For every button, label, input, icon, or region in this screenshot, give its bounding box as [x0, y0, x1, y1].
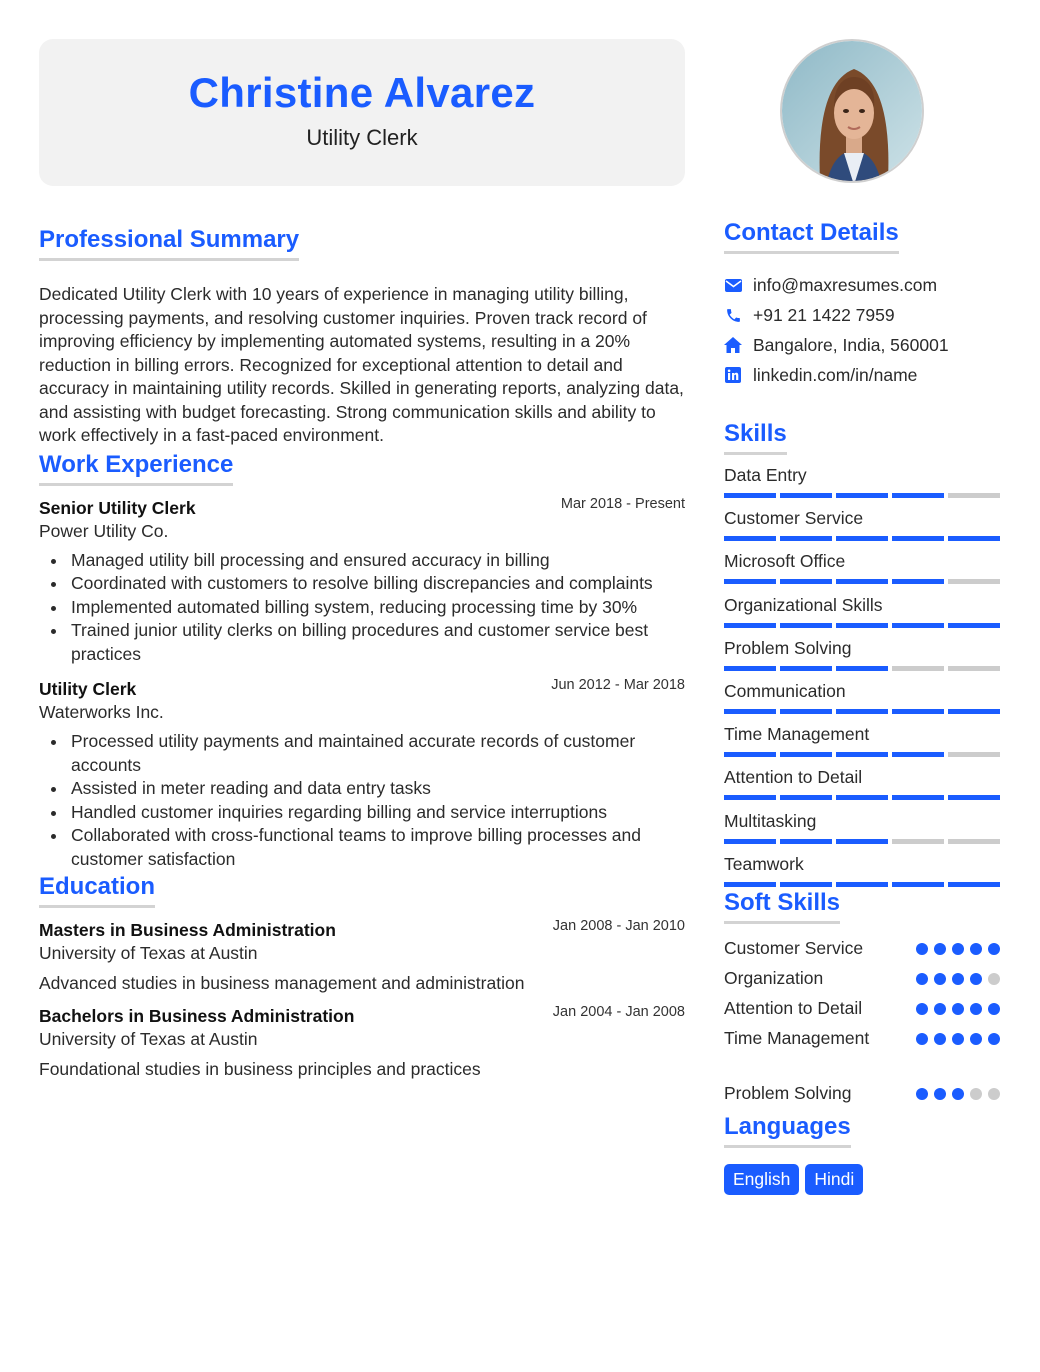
- skill-level-segment: [780, 882, 832, 887]
- skill-level-segment: [724, 839, 776, 844]
- experience-heading: Work Experience: [39, 451, 233, 486]
- rating-dot: [916, 1033, 928, 1045]
- rating-dot: [934, 1033, 946, 1045]
- skill-level-bar: [724, 795, 1000, 800]
- soft-skills-heading: Soft Skills: [724, 889, 840, 924]
- rating-dot: [934, 943, 946, 955]
- language-badge: English: [724, 1164, 799, 1195]
- skill-name: Multitasking: [724, 810, 817, 831]
- skill-level-segment: [836, 882, 888, 887]
- rating-dot: [934, 1088, 946, 1100]
- linkedin-icon: [724, 366, 742, 384]
- job-bullets: [39, 549, 685, 667]
- skill-level-bar: [724, 839, 1000, 844]
- rating-dot: [988, 973, 1000, 985]
- contact-phone-text: +91 21 1422 7959: [753, 304, 895, 325]
- education-description: Advanced studies in business management and administration: [39, 973, 525, 993]
- job-bullet: Implemented automated billing system, reducing processing time by 30%: [71, 596, 685, 620]
- rating-dot: [988, 943, 1000, 955]
- skill-level-segment: [724, 709, 776, 714]
- soft-skill-item: [724, 934, 1000, 964]
- rating-dot: [952, 1003, 964, 1015]
- rating-dot: [988, 1033, 1000, 1045]
- contact-email-text: info@maxresumes.com: [753, 274, 938, 295]
- skill-level-segment: [780, 752, 832, 757]
- summary-section: [39, 226, 685, 448]
- skill-level-segment: [948, 752, 1000, 757]
- skill-item: [724, 638, 1000, 681]
- resume-header: [39, 39, 685, 186]
- skills-list: [724, 465, 1000, 897]
- skill-item: [724, 681, 1000, 724]
- skill-level-segment: [724, 752, 776, 757]
- skill-level-bar: [724, 493, 1000, 498]
- skill-level-segment: [892, 493, 944, 498]
- skill-item: [724, 595, 1000, 638]
- skill-name: Attention to Detail: [724, 767, 863, 788]
- rating-dot: [952, 943, 964, 955]
- skill-level-segment: [780, 709, 832, 714]
- skill-name: Problem Solving: [724, 637, 852, 658]
- skill-level-segment: [948, 623, 1000, 628]
- skill-level-segment: [836, 666, 888, 671]
- skill-level-segment: [836, 752, 888, 757]
- skill-item: [724, 551, 1000, 594]
- skill-level-segment: [948, 839, 1000, 844]
- skill-level-bar: [724, 623, 1000, 628]
- skill-item: [724, 767, 1000, 810]
- skill-level-segment: [724, 536, 776, 541]
- job-bullet: Handled customer inquiries regarding billing and service interruptions: [71, 801, 685, 825]
- language-badge: Hindi: [805, 1164, 863, 1195]
- soft-skill-item: [724, 1079, 1000, 1109]
- skill-name: Time Management: [724, 724, 870, 745]
- soft-skill-name: Organization: [724, 968, 824, 989]
- soft-skill-rating: [916, 1003, 1000, 1015]
- job-bullet: Managed utility bill processing and ensured accuracy in billing: [71, 549, 685, 573]
- job-bullet: Coordinated with customers to resolve billing discrepancies and complaints: [71, 572, 685, 596]
- skill-level-segment: [724, 579, 776, 584]
- skill-level-segment: [892, 795, 944, 800]
- skill-level-segment: [836, 709, 888, 714]
- rating-dot: [952, 1033, 964, 1045]
- rating-dot: [916, 1088, 928, 1100]
- skill-level-segment: [780, 795, 832, 800]
- rating-dot: [916, 1003, 928, 1015]
- candidate-role: Utility Clerk: [306, 125, 418, 150]
- rating-dot: [970, 943, 982, 955]
- skill-level-segment: [948, 882, 1000, 887]
- skill-level-segment: [892, 752, 944, 757]
- soft-skill-name: Attention to Detail: [724, 998, 863, 1019]
- home-icon: [724, 336, 742, 354]
- job-title: Utility Clerk: [39, 679, 137, 699]
- contact-heading: Contact Details: [724, 219, 899, 254]
- skill-level-segment: [780, 579, 832, 584]
- contact-linkedin-text: linkedin.com/in/name: [753, 364, 918, 385]
- skill-level-segment: [892, 882, 944, 887]
- job-entry: [39, 679, 685, 871]
- skill-level-bar: [724, 752, 1000, 757]
- skill-level-segment: [780, 493, 832, 498]
- job-bullet: Trained junior utility clerks on billing procedures and customer service best practices: [71, 619, 685, 666]
- skill-level-segment: [948, 493, 1000, 498]
- soft-skill-item: [724, 964, 1000, 994]
- skill-level-bar: [724, 579, 1000, 584]
- sidebar-column: [724, 39, 1000, 1195]
- degree-title: Masters in Business Administration: [39, 920, 336, 940]
- skill-level-segment: [724, 493, 776, 498]
- experience-section: [39, 451, 685, 872]
- contact-email[interactable]: [724, 270, 1000, 300]
- skill-level-segment: [780, 536, 832, 541]
- education-entry: [39, 1006, 685, 1080]
- job-company: Waterworks Inc.: [39, 702, 164, 722]
- education-section: [39, 873, 685, 1080]
- summary-heading: Professional Summary: [39, 226, 299, 261]
- skill-level-segment: [724, 882, 776, 887]
- skill-name: Teamwork: [724, 853, 804, 874]
- school-name: University of Texas at Austin: [39, 943, 258, 963]
- skill-name: Microsoft Office: [724, 551, 846, 572]
- job-title: Senior Utility Clerk: [39, 497, 196, 518]
- degree-title: Bachelors in Business Administration: [39, 1006, 355, 1026]
- skill-level-segment: [892, 709, 944, 714]
- skill-level-segment: [724, 666, 776, 671]
- rating-dot: [952, 1088, 964, 1100]
- skill-level-segment: [780, 839, 832, 844]
- rating-dot: [970, 1033, 982, 1045]
- rating-dot: [916, 943, 928, 955]
- skill-level-segment: [836, 493, 888, 498]
- rating-dot: [988, 1088, 1000, 1100]
- rating-dot: [970, 1088, 982, 1100]
- education-date: Jan 2008 - Jan 2010: [552, 918, 685, 934]
- skill-level-segment: [836, 795, 888, 800]
- summary-text: Dedicated Utility Clerk with 10 years of experience in managing utility billing, processing payments, and resolving customer inquiries. Proven track record of improving efficiency by implementing automated systems, resulting in a 20% reduction in billing errors. Recognized for exceptional attention to detail and accuracy in maintaining utility records. Skilled in generating reports, analyzing data, and assisting with budget forecasting. Strong communication skills and ability to work effectively in a fast-paced environment.: [39, 284, 684, 445]
- contact-linkedin[interactable]: [724, 360, 1000, 390]
- soft-skill-name: Time Management: [724, 1028, 870, 1049]
- soft-skill-rating: [916, 973, 1000, 985]
- skill-level-segment: [948, 795, 1000, 800]
- skills-heading: Skills: [724, 420, 787, 455]
- profile-photo: [780, 39, 924, 183]
- education-description: Foundational studies in business principles and practices: [39, 1059, 481, 1079]
- job-bullet: Collaborated with cross-functional teams to improve billing processes and customer satisfaction: [71, 824, 685, 871]
- skill-level-segment: [948, 709, 1000, 714]
- contact-address-text: Bangalore, India, 560001: [753, 334, 949, 355]
- languages-heading: Languages: [724, 1113, 851, 1148]
- candidate-name: Christine Alvarez: [188, 69, 536, 116]
- rating-dot: [916, 973, 928, 985]
- skill-level-segment: [724, 795, 776, 800]
- rating-dot: [970, 1003, 982, 1015]
- skill-name: Organizational Skills: [724, 594, 883, 615]
- rating-dot: [988, 1003, 1000, 1015]
- skill-level-segment: [892, 579, 944, 584]
- skill-name: Customer Service: [724, 508, 864, 529]
- rating-dot: [934, 1003, 946, 1015]
- soft-skill-item: [724, 994, 1000, 1024]
- job-bullet: Assisted in meter reading and data entry tasks: [71, 777, 685, 801]
- skill-level-segment: [780, 666, 832, 671]
- rating-dot: [970, 973, 982, 985]
- education-heading: Education: [39, 873, 155, 908]
- skill-level-segment: [892, 839, 944, 844]
- skill-item: [724, 465, 1000, 508]
- skills-section: [724, 420, 1000, 897]
- skill-level-segment: [836, 536, 888, 541]
- soft-skill-item: [724, 1024, 1000, 1054]
- soft-skill-name: Customer Service: [724, 938, 864, 959]
- skill-level-segment: [836, 623, 888, 628]
- skill-name: Communication: [724, 680, 846, 701]
- education-date: Jan 2004 - Jan 2008: [552, 1004, 685, 1020]
- job-bullets: [39, 730, 685, 871]
- job-date: Jun 2012 - Mar 2018: [551, 677, 685, 693]
- skill-name: Data Entry: [724, 465, 807, 485]
- portrait-image: [782, 41, 924, 183]
- skill-level-segment: [892, 666, 944, 671]
- skill-level-bar: [724, 536, 1000, 541]
- school-name: University of Texas at Austin: [39, 1029, 258, 1049]
- skill-level-segment: [892, 623, 944, 628]
- contact-section: [724, 219, 1000, 390]
- languages-list: [724, 1164, 1000, 1195]
- phone-icon: [724, 306, 742, 324]
- skill-level-bar: [724, 882, 1000, 887]
- skill-level-segment: [836, 839, 888, 844]
- job-date: Mar 2018 - Present: [560, 495, 685, 512]
- soft-skill-rating: [916, 1088, 1000, 1100]
- soft-skills-list: [724, 934, 1000, 1109]
- education-entry: [39, 920, 685, 994]
- skill-item: [724, 724, 1000, 767]
- job-entry: [39, 495, 685, 667]
- soft-skill-rating: [916, 1033, 1000, 1045]
- contact-phone[interactable]: [724, 300, 1000, 330]
- soft-skill-rating: [916, 943, 1000, 955]
- envelope-icon: [724, 276, 742, 294]
- contact-address: [724, 330, 1000, 360]
- job-bullet: Processed utility payments and maintained accurate records of customer accounts: [71, 730, 685, 777]
- rating-dot: [934, 973, 946, 985]
- skill-level-segment: [724, 623, 776, 628]
- languages-section: [724, 1113, 1000, 1195]
- skill-item: [724, 811, 1000, 854]
- soft-skill-name: Problem Solving: [724, 1083, 852, 1104]
- skill-level-bar: [724, 709, 1000, 714]
- skill-level-segment: [780, 623, 832, 628]
- skill-level-segment: [948, 536, 1000, 541]
- main-column: [39, 39, 685, 1080]
- rating-dot: [952, 973, 964, 985]
- skill-level-segment: [836, 579, 888, 584]
- soft-skills-section: [724, 889, 1000, 1109]
- skill-level-segment: [892, 536, 944, 541]
- skill-level-segment: [948, 579, 1000, 584]
- skill-level-segment: [948, 666, 1000, 671]
- skill-item: [724, 508, 1000, 551]
- skill-level-bar: [724, 666, 1000, 671]
- job-company: Power Utility Co.: [39, 520, 169, 541]
